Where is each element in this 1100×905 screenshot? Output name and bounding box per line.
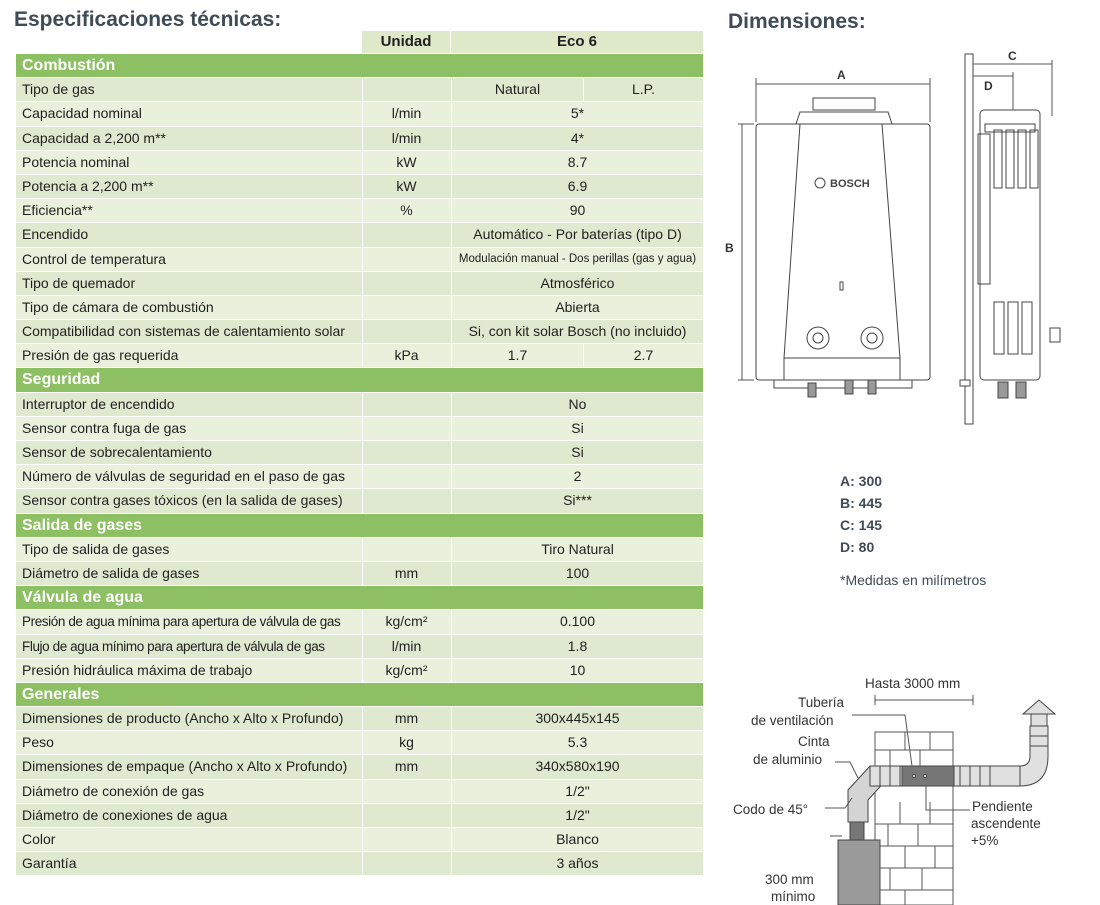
row-value: Blanco bbox=[451, 828, 703, 851]
row-unit bbox=[362, 272, 450, 295]
row-unit bbox=[362, 465, 450, 488]
slope-label-line3: +5% bbox=[971, 833, 999, 848]
row-value-natural: 1.7 bbox=[451, 344, 583, 367]
heater-body bbox=[838, 840, 880, 905]
row-value: 1.8 bbox=[451, 635, 703, 658]
table-row bbox=[16, 730, 703, 754]
row-unit: kW bbox=[362, 151, 450, 174]
row-unit bbox=[362, 320, 450, 343]
row-label: Potencia nominal bbox=[22, 153, 130, 170]
heater-front-view bbox=[756, 98, 930, 397]
row-unit bbox=[362, 78, 450, 101]
row-value: 3 años bbox=[451, 852, 703, 875]
row-value: Abierta bbox=[451, 296, 703, 319]
row-label: Eficiencia** bbox=[22, 202, 93, 219]
table-row bbox=[16, 198, 703, 222]
row-unit bbox=[362, 828, 450, 851]
row-unit bbox=[362, 441, 450, 464]
row-unit bbox=[362, 296, 450, 319]
pipe-label-line2: de ventilación bbox=[751, 713, 834, 728]
row-label: Número de válvulas de seguridad en el paso de gas bbox=[22, 468, 345, 485]
brick-wall bbox=[875, 732, 953, 905]
table-header bbox=[16, 31, 703, 53]
table-row bbox=[16, 271, 703, 295]
row-label: Presión hidráulica máxima de trabajo bbox=[22, 661, 253, 678]
row-label: Potencia a 2,200 m** bbox=[22, 177, 154, 194]
row-value: 1/2" bbox=[451, 804, 703, 827]
dimension-c: C: 145 bbox=[840, 517, 883, 533]
row-label: Garantía bbox=[22, 855, 77, 872]
row-label: Sensor contra fuga de gas bbox=[22, 419, 187, 436]
row-unit bbox=[362, 248, 450, 271]
slope-label-line2: ascendente bbox=[971, 816, 1041, 831]
row-unit: mm bbox=[362, 562, 450, 585]
row-value: 0.100 bbox=[451, 610, 703, 633]
row-unit bbox=[362, 489, 450, 512]
letter-c: C bbox=[1008, 49, 1017, 63]
row-label: Capacidad nominal bbox=[22, 105, 142, 122]
specs-title: Especificaciones técnicas: bbox=[14, 8, 282, 31]
tape-label-line1: Cinta bbox=[798, 734, 830, 749]
row-label: Diámetro de conexiones de agua bbox=[22, 806, 228, 823]
row-unit: kPa bbox=[362, 344, 450, 367]
row-value-lp: L.P. bbox=[583, 78, 703, 101]
row-value: 1/2" bbox=[451, 780, 703, 803]
row-value: 10 bbox=[451, 659, 703, 682]
dimensions-list bbox=[840, 470, 882, 558]
row-value-natural: Natural bbox=[451, 78, 583, 101]
table-row bbox=[16, 247, 703, 271]
heater-drawing bbox=[725, 40, 1100, 480]
section-header: Combustión bbox=[16, 53, 703, 77]
row-value: Modulación manual - Dos perillas (gas y agua) bbox=[451, 248, 703, 271]
row-label: Interruptor de encendido bbox=[22, 395, 175, 412]
dimensions-note: *Medidas en milímetros bbox=[840, 572, 987, 588]
model-header: Eco 6 bbox=[451, 31, 703, 53]
row-unit bbox=[362, 223, 450, 246]
table-row bbox=[16, 222, 703, 246]
dimension-b-line bbox=[738, 124, 754, 380]
brand-logo: BOSCH bbox=[830, 178, 870, 190]
row-unit: mm bbox=[362, 755, 450, 778]
row-value: 5.3 bbox=[451, 731, 703, 754]
row-value: Automático - Por baterías (tipo D) bbox=[451, 223, 703, 246]
table-row bbox=[16, 319, 703, 343]
slope-label-line1: Pendiente bbox=[972, 799, 1033, 814]
row-label: Diámetro de salida de gases bbox=[22, 564, 200, 581]
row-value: 100 bbox=[451, 562, 703, 585]
row-label: Compatibilidad con sistemas de calentamiento solar bbox=[22, 323, 345, 340]
installation-diagram bbox=[730, 670, 1100, 905]
table-row bbox=[16, 488, 703, 512]
row-value: 2 bbox=[451, 465, 703, 488]
row-value-lp: 2.7 bbox=[583, 344, 703, 367]
row-label: Color bbox=[22, 831, 56, 847]
row-label: Flujo de agua mínimo para apertura de válvula de gas bbox=[22, 638, 325, 654]
row-unit bbox=[362, 804, 450, 827]
table-row bbox=[16, 779, 703, 803]
row-label: Capacidad a 2,200 m** bbox=[22, 129, 166, 146]
row-label: Control de temperatura bbox=[22, 250, 166, 267]
section-header: Seguridad bbox=[16, 367, 703, 391]
row-label: Dimensiones de empaque (Ancho x Alto x Profundo) bbox=[22, 758, 348, 775]
section-header: Salida de gases bbox=[16, 513, 703, 537]
row-value: 4* bbox=[451, 127, 703, 150]
row-value: 8.7 bbox=[451, 151, 703, 174]
table-row bbox=[16, 126, 703, 150]
table-row bbox=[16, 537, 703, 561]
row-unit bbox=[362, 780, 450, 803]
row-label: Tipo de salida de gases bbox=[22, 540, 170, 557]
section-header: Generales bbox=[16, 682, 703, 706]
section-header: Válvula de agua bbox=[16, 585, 703, 609]
row-value: 90 bbox=[451, 199, 703, 222]
table-row bbox=[16, 392, 703, 416]
row-value: Si bbox=[451, 441, 703, 464]
min-distance-line2: mínimo bbox=[771, 889, 816, 904]
spec-table bbox=[16, 31, 703, 875]
table-row bbox=[16, 658, 703, 682]
row-unit: l/min bbox=[362, 102, 450, 125]
table-row bbox=[16, 416, 703, 440]
row-value: Tiro Natural bbox=[451, 538, 703, 561]
row-unit: % bbox=[362, 199, 450, 222]
row-value: Si*** bbox=[451, 489, 703, 512]
row-label: Diámetro de conexión de gas bbox=[22, 782, 205, 799]
dimension-d-line bbox=[973, 72, 1013, 110]
row-label: Dimensiones de producto (Ancho x Alto x Profundo) bbox=[22, 710, 344, 727]
letter-b: B bbox=[725, 241, 734, 255]
letter-d: D bbox=[984, 79, 993, 93]
table-body bbox=[16, 53, 703, 875]
min-distance-line1: 300 mm bbox=[765, 872, 814, 887]
table-row bbox=[16, 803, 703, 827]
row-unit bbox=[362, 538, 450, 561]
row-label: Tipo de gas bbox=[22, 81, 95, 98]
dimension-b: B: 445 bbox=[840, 495, 883, 511]
row-value: 5* bbox=[451, 102, 703, 125]
table-row bbox=[16, 440, 703, 464]
table-row bbox=[16, 706, 703, 730]
row-label: Presión de gas requerida bbox=[22, 347, 179, 364]
tape-label-line2: de aluminio bbox=[753, 752, 823, 767]
row-value: Si, con kit solar Bosch (no incluido) bbox=[451, 320, 703, 343]
row-unit bbox=[362, 393, 450, 416]
row-unit: kg/cm² bbox=[362, 610, 450, 633]
dimensions-title: Dimensiones: bbox=[728, 10, 866, 33]
row-label: Tipo de quemador bbox=[22, 274, 136, 291]
unit-header: Unidad bbox=[362, 31, 450, 53]
dimension-a: A: 300 bbox=[840, 473, 883, 489]
heater-side-view bbox=[960, 54, 1060, 424]
table-row bbox=[16, 343, 703, 367]
row-value: 300x445x145 bbox=[451, 707, 703, 730]
row-unit: l/min bbox=[362, 635, 450, 658]
row-unit bbox=[362, 417, 450, 440]
row-unit: kW bbox=[362, 175, 450, 198]
table-row bbox=[16, 754, 703, 778]
table-row bbox=[16, 150, 703, 174]
row-value: No bbox=[451, 393, 703, 416]
row-label: Sensor de sobrecalentamiento bbox=[22, 444, 212, 460]
table-row bbox=[16, 295, 703, 319]
table-row bbox=[16, 827, 703, 851]
table-row bbox=[16, 609, 703, 633]
dimension-d: D: 80 bbox=[840, 539, 875, 555]
table-row bbox=[16, 174, 703, 198]
letter-a: A bbox=[837, 68, 846, 82]
table-row bbox=[16, 101, 703, 125]
table-row bbox=[16, 561, 703, 585]
table-row bbox=[16, 77, 703, 101]
row-unit: l/min bbox=[362, 127, 450, 150]
row-value: Si bbox=[451, 417, 703, 440]
row-unit: kg bbox=[362, 731, 450, 754]
row-value: 6.9 bbox=[451, 175, 703, 198]
row-label: Encendido bbox=[22, 226, 89, 243]
elbow-label: Codo de 45° bbox=[733, 802, 809, 817]
table-row bbox=[16, 464, 703, 488]
table-row bbox=[16, 634, 703, 658]
row-label: Peso bbox=[22, 734, 54, 751]
max-length-label: Hasta 3000 mm bbox=[865, 676, 961, 691]
table-row bbox=[16, 851, 703, 875]
row-label: Presión de agua mínima para apertura de válvula de gas bbox=[22, 614, 341, 630]
row-label: Tipo de cámara de combustión bbox=[22, 298, 214, 315]
row-unit: kg/cm² bbox=[362, 659, 450, 682]
row-value: Atmosférico bbox=[451, 272, 703, 295]
row-value: 340x580x190 bbox=[451, 755, 703, 778]
row-unit bbox=[362, 852, 450, 875]
length-line bbox=[875, 695, 973, 705]
row-label: Sensor contra gases tóxicos (en la salida de gases) bbox=[22, 492, 343, 509]
pipe-label-line1: Tubería bbox=[798, 695, 845, 710]
row-unit: mm bbox=[362, 707, 450, 730]
